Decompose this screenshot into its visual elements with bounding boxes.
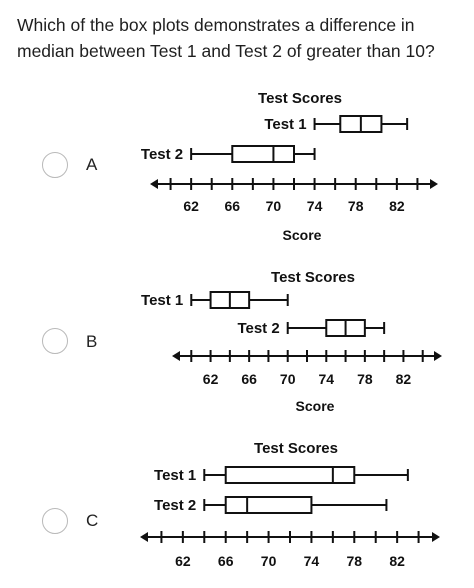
option-letter: A [86, 155, 98, 174]
series-label: Test 1 [264, 116, 307, 133]
x-tick-label: 78 [346, 553, 363, 569]
option-letter: C [86, 511, 99, 530]
x-tick-label: 82 [389, 198, 405, 214]
x-axis-label: Score [282, 227, 322, 243]
x-axis-label: Score [295, 398, 335, 414]
x-tick-label: 66 [241, 371, 257, 387]
chart-title: Test Scores [271, 269, 355, 286]
x-tick-label: 62 [202, 371, 219, 387]
x-axis-arrow-right [432, 532, 440, 542]
box-iqr [226, 497, 312, 513]
option-letter: B [86, 332, 98, 351]
x-tick-label: 70 [265, 198, 282, 214]
x-tick-label: 70 [260, 553, 277, 569]
series-label: Test 1 [154, 467, 197, 484]
x-tick-label: 66 [217, 553, 234, 569]
x-tick-label: 70 [279, 371, 296, 387]
series-label: Test 2 [140, 146, 184, 163]
x-tick-label: 82 [389, 553, 405, 569]
x-tick-label: 62 [175, 553, 191, 569]
x-tick-label: 78 [347, 198, 364, 214]
x-axis-arrow-left [140, 532, 148, 542]
x-tick-label: 78 [357, 371, 373, 387]
x-tick-label: 74 [306, 198, 323, 214]
chart-title: Test Scores [258, 90, 342, 107]
x-tick-label: 74 [303, 553, 320, 569]
x-tick-label: 62 [183, 198, 199, 214]
x-tick-label: 66 [224, 198, 241, 214]
box-iqr [226, 467, 355, 483]
x-tick-label: 74 [318, 371, 335, 387]
series-label: Test 1 [141, 292, 184, 309]
question-text: Which of the box plots demonstrates a difference in median between Test 1 and Test 2 of greater than 10? [17, 15, 435, 61]
series-label: Test 2 [237, 320, 280, 337]
series-label: Test 2 [154, 497, 197, 514]
x-tick-label: 82 [395, 371, 412, 387]
chart-title: Test Scores [254, 440, 338, 457]
